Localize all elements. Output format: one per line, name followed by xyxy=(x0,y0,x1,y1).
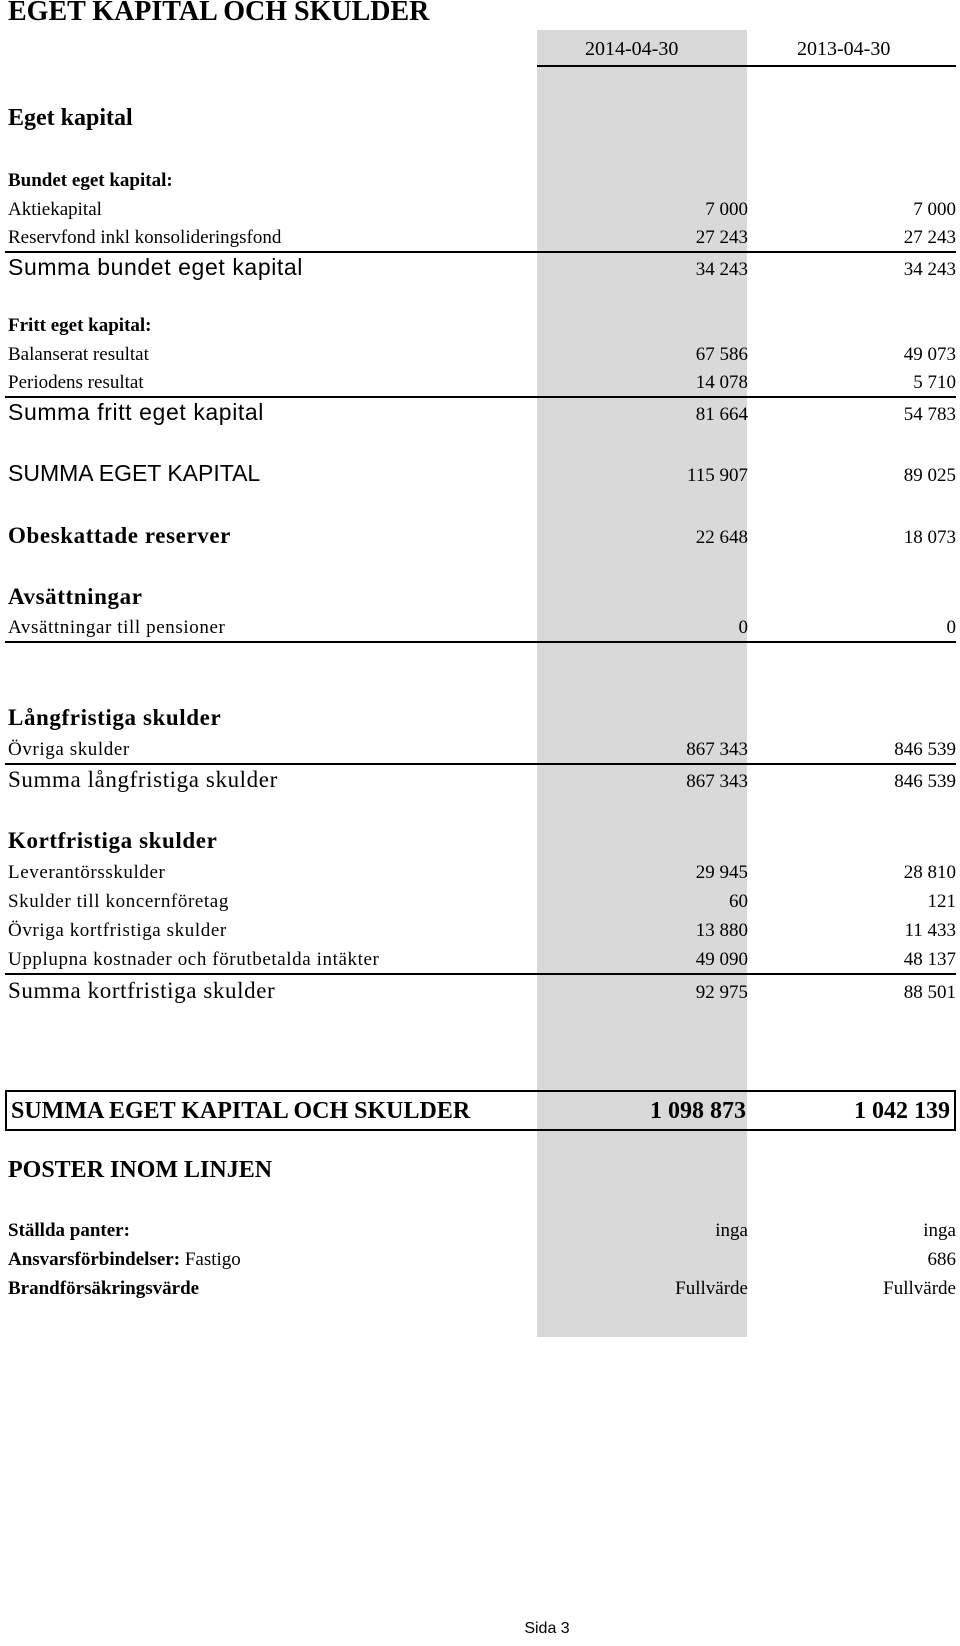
table-row xyxy=(8,733,956,763)
row-label: Övriga kortfristiga skulder xyxy=(8,920,227,941)
value-2014: 867 343 xyxy=(686,771,748,792)
row-label: Leverantörsskulder xyxy=(8,862,166,883)
value-2013: 0 xyxy=(946,617,956,638)
value-2014: 29 945 xyxy=(695,862,748,883)
value-2013: 121 xyxy=(927,891,956,912)
value-2013: 48 137 xyxy=(903,949,956,970)
subtotal-row xyxy=(8,976,956,1006)
value-2013: 7 000 xyxy=(913,199,956,220)
page-number: Sida 3 xyxy=(524,1620,570,1637)
subsection-title: Fritt eget kapital: xyxy=(8,315,152,336)
table-row xyxy=(8,611,956,641)
subsection-title: Bundet eget kapital: xyxy=(8,170,173,191)
subtotal-row xyxy=(8,253,956,283)
value-2014: 27 243 xyxy=(695,227,748,248)
column-header-2014: 2014-04-30 xyxy=(585,38,679,60)
row-label-bold: Ansvarsförbindelser: xyxy=(8,1249,181,1270)
value-2014: 867 343 xyxy=(686,739,748,760)
grand-total-row xyxy=(5,1090,956,1131)
value-2013: inga xyxy=(923,1220,956,1241)
section-title: Kortfristiga skulder xyxy=(8,828,218,853)
section-eget-kapital xyxy=(8,98,956,134)
row-label: SUMMA EGET KAPITAL OCH SKULDER xyxy=(11,1098,471,1124)
value-2014: 81 664 xyxy=(695,404,748,425)
value-2013: 54 783 xyxy=(903,404,956,425)
value-2013: 846 539 xyxy=(894,771,956,792)
table-row xyxy=(8,914,956,944)
table-row xyxy=(8,338,956,368)
value-2013: 11 433 xyxy=(904,920,956,941)
row-label: Summa fritt eget kapital xyxy=(8,399,265,425)
value-2014: Fullvärde xyxy=(675,1278,748,1299)
table-row xyxy=(8,1243,956,1273)
value-2013: 18 073 xyxy=(903,527,956,548)
row-label: Ställda panter: xyxy=(8,1220,130,1241)
row-label: Periodens resultat xyxy=(8,372,144,393)
value-2014: 67 586 xyxy=(695,344,748,365)
row-label: Balanserat resultat xyxy=(8,344,149,365)
table-row xyxy=(8,943,956,973)
value-2014: 92 975 xyxy=(695,982,748,1003)
fritt-heading-row xyxy=(8,309,956,339)
value-2013: 1 042 139 xyxy=(854,1098,950,1124)
value-2013: 49 073 xyxy=(903,344,956,365)
total-row xyxy=(8,459,956,489)
value-2013: 88 501 xyxy=(903,982,956,1003)
row-label-rest: Fastigo xyxy=(180,1249,241,1270)
value-2014: 7 000 xyxy=(705,199,748,220)
row-label: Upplupna kostnader och förutbetalda intäkter xyxy=(8,949,380,970)
column-header-2013: 2013-04-30 xyxy=(797,38,891,60)
langfristiga-heading-row xyxy=(8,703,956,733)
section-title: Långfristiga skulder xyxy=(8,705,222,730)
section-title: Avsättningar xyxy=(8,584,143,609)
page-title: EGET KAPITAL OCH SKULDER xyxy=(8,0,430,27)
avsattningar-heading-row xyxy=(8,582,956,612)
value-2014: 0 xyxy=(738,617,748,638)
value-2014: 60 xyxy=(729,891,748,912)
row-label: Skulder till koncernföretag xyxy=(8,891,229,912)
value-2014: inga xyxy=(715,1220,748,1241)
value-2014: 1 098 873 xyxy=(650,1098,746,1124)
value-2013: 686 xyxy=(927,1249,956,1270)
value-2013: Fullvärde xyxy=(883,1278,956,1299)
table-row xyxy=(8,1214,956,1244)
section-title: POSTER INOM LINJEN xyxy=(8,1157,273,1183)
row-label: Obeskattade reserver xyxy=(8,523,231,548)
divider xyxy=(5,641,956,643)
value-2013: 34 243 xyxy=(903,259,956,280)
poster-heading-row xyxy=(8,1150,956,1186)
subtotal-row xyxy=(8,398,956,428)
value-2014: 49 090 xyxy=(695,949,748,970)
header-underline xyxy=(537,65,956,67)
value-2013: 846 539 xyxy=(894,739,956,760)
table-row xyxy=(8,221,956,251)
value-2014: 22 648 xyxy=(695,527,748,548)
section-title: Eget kapital xyxy=(8,105,133,131)
kortfristiga-heading-row xyxy=(8,826,956,856)
row-label: Summa bundet eget kapital xyxy=(8,254,304,280)
row-label: Summa kortfristiga skulder xyxy=(8,978,276,1003)
value-2014: 14 078 xyxy=(695,372,748,393)
row-label xyxy=(8,1249,241,1271)
row-label: Övriga skulder xyxy=(8,739,130,760)
row-label: SUMMA EGET KAPITAL xyxy=(8,460,261,486)
divider xyxy=(5,973,956,975)
value-2013: 5 710 xyxy=(913,372,956,393)
row-label: Aktiekapital xyxy=(8,199,102,220)
subtotal-row xyxy=(8,765,956,795)
value-2014: 13 880 xyxy=(695,920,748,941)
obeskattade-row xyxy=(8,521,956,551)
table-row xyxy=(8,366,956,396)
table-row xyxy=(8,193,956,223)
value-2014: 34 243 xyxy=(695,259,748,280)
value-2014: 115 907 xyxy=(686,465,748,486)
row-label: Summa långfristiga skulder xyxy=(8,767,278,792)
value-2013: 28 810 xyxy=(903,862,956,883)
value-2013: 89 025 xyxy=(903,465,956,486)
row-label: Avsättningar till pensioner xyxy=(8,617,226,638)
value-2013: 27 243 xyxy=(903,227,956,248)
table-row xyxy=(8,856,956,886)
table-row xyxy=(8,1272,956,1302)
bundet-heading-row xyxy=(8,164,956,194)
row-label: Brandförsäkringsvärde xyxy=(8,1278,200,1299)
table-row xyxy=(8,885,956,915)
row-label: Reservfond inkl konsolideringsfond xyxy=(8,227,282,248)
